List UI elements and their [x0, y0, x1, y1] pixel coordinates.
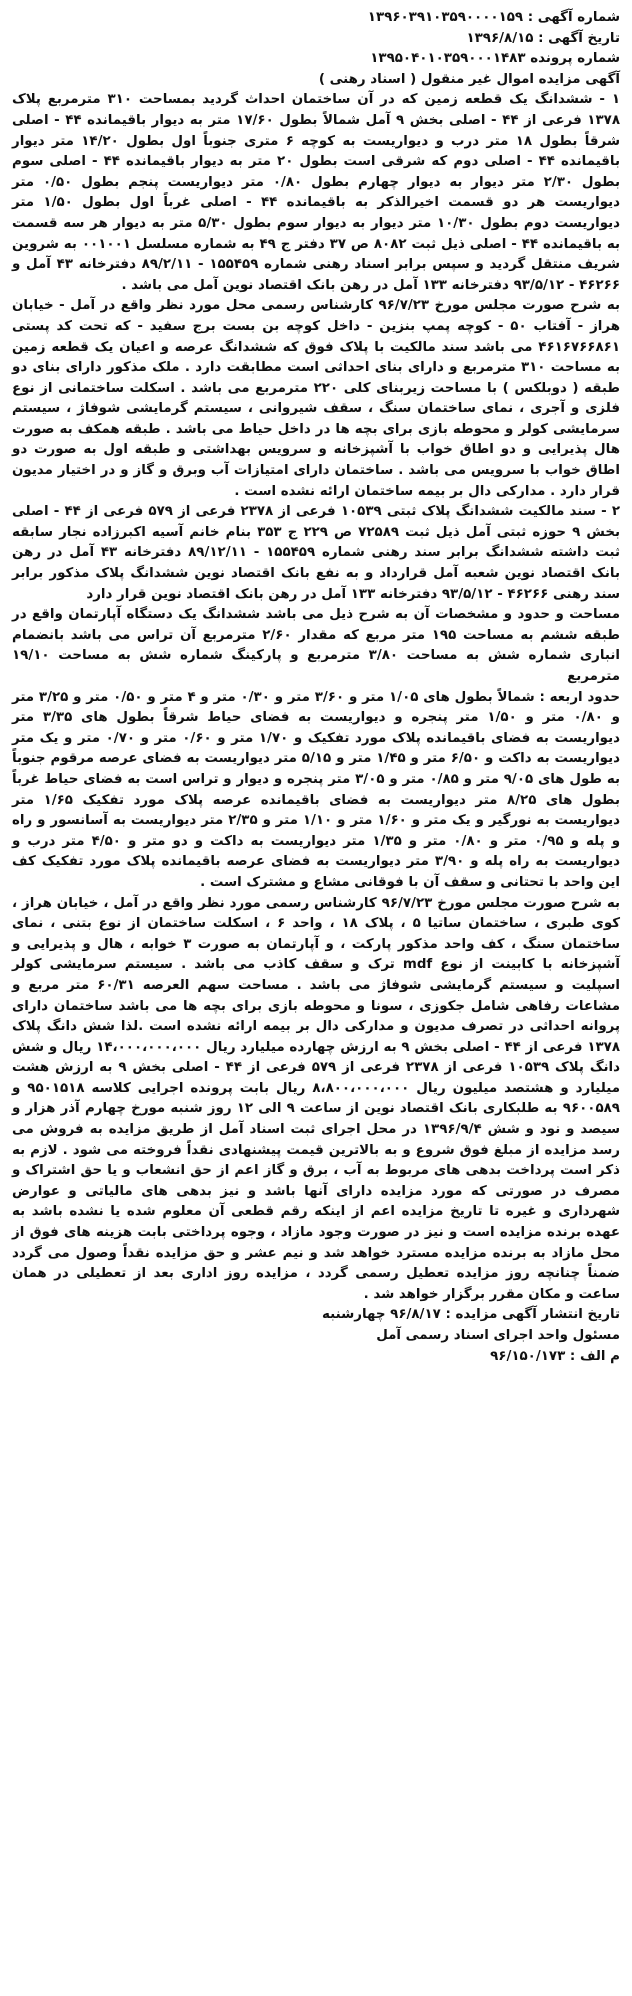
paragraph-property-2: ۲ - سند مالکیت ششدانگ پلاک ثبتی ۱۰۵۳۹ فرعی از ۲۳۷۸ فرعی از ۵۷۹ فرعی از ۴۴ - اصلی بخش ۹ حوزه ثبتی آمل ذیل ثبت ۷۲۵۸۹ ص ۲۲۹ ج ۳۵۳ بنام خانم آسیه اکبرزاده نجار سابقه ثبت داشته ششدانگ برابر سند رهنی شماره ۱۵۵۴۵۹ - ۸۹/۱۲/۱۱ دفترخانه ۴۳ آمل در رهن بانک اقتصاد نوین شعبه آمل قرارداد و به نفع بانک اقتصاد نوین ششدانگ پلاک مذکور برابر سند رهنی ۴۶۲۶۶ - ۹۳/۵/۱۲ دفترخانه ۱۳۳ آمل در رهن بانک اقتصاد نوین قرار دارد: [12, 504, 621, 602]
publish-date: تاریخ انتشار آگهی مزایده : ۹۶/۸/۱۷ چهارشنبه: [322, 1307, 620, 1323]
paragraph-expert-report-1: به شرح صورت مجلس مورخ ۹۶/۷/۲۳ کارشناس رسمی محل مورد نظر واقع در آمل - خیابان هراز - آفتاب ۵۰ - کوچه پمپ بنزین - داخل کوچه بن بست برج سفید - که تحت کد پستی ۴۶۱۶۷۶۶۸۶۱ می باشد سند مالکیت با پلاک فوق که ششدانگ عرصه و اعیان یک قطعه زمین به مساحت ۳۱۰ مترمربع و دارای بنای احداثی است مطابقت دارد . ملک مذکور دارای بنای دو طبقه ( دوبلکس ) با مساحت زیربنای کلی ۲۲۰ مترمربع می باشد . اسکلت ساختمانی از نوع فلزی و آجری ، نمای ساختمان سنگ ، سقف شیروانی ، سیستم گرمایشی شوفاژ ، سیستم سرمایشی کولر و محوطه بازی برای بچه ها در داخل حیاط می باشد . طبقه همکف به صورت هال پذیرایی و دو اطاق خواب با آشپزخانه و سرویس بهداشتی و طبقه اول به صورت دو اطاق خواب با سرویس می باشد . ساختمان دارای امتیازات آب وبرق و گاز و در اختیار مدیون قرار دارد . مدارکی دال بر بیمه ساختمان ارائه نشده است .: [12, 298, 621, 499]
file-number: شماره پرونده ۱۳۹۵۰۴۰۱۰۳۵۹۰۰۰۱۴۸۳: [370, 51, 620, 67]
ad-date: تاریخ آگهی : ۱۳۹۶/۸/۱۵: [466, 30, 620, 46]
notice-title: آگهی مزایده اموال غیر منقول ( اسناد رهنی ): [318, 71, 620, 87]
paragraph-property-1: ۱ - ششدانگ یک قطعه زمین که در آن ساختمان احداث گردید بمساحت ۳۱۰ مترمربع پلاک ۱۳۷۸ فرعی از ۴۴ - اصلی بخش ۹ آمل شمالاً بطول ۱۷/۶۰ متر به دیوار باقیمانده ۴۴ - اصلی شرقاً بطول ۱۸ متر درب و دیواریست به کوچه ۶ متری جنوباً اول بطول ۱۴/۲۰ متر دیوار باقیمانده ۴۴ - اصلی دوم که شرقی است بطول ۲۰ متر به دیوار باقیمانده ۴۴ - اصلی سوم بطول ۲/۳۰ متر دیوار به دیوار چهارم بطول ۰/۸۰ متر دیواریست پنجم بطول ۰/۵۰ متر دیواریست هر دو قسمت اخیرالذکر به باقیمانده ۴۴ - اصلی غرباً اول بطول ۱/۵۰ متر دیواریست دوم بطول ۱۰/۳۰ متر دیوار به دیوار سوم بطول ۵/۳۰ متر به دیوار هر سه قسمت به باقیمانده ۴۴ - اصلی ذیل ثبت ۸۰۸۲ ص ۳۷ دفتر ج ۴۹ به شماره مسلسل ۰۰۱۰۰۱ به شروین شریف منتقل گردید و سپس برابر اسناد رهنی شماره ۱۵۵۴۵۹ - ۸۹/۲/۱۱ دفترخانه ۴۳ آمل و ۴۶۲۶۶ - ۹۳/۵/۱۲ دفترخانه ۱۳۳ آمل در رهن بانک اقتصاد نوین آمل می باشد .: [12, 92, 621, 293]
paragraph-auction-terms: به شرح صورت مجلس مورخ ۹۶/۷/۲۳ کارشناس رسمی مورد نظر واقع در آمل ، خیابان هراز ، کوی طبری ، ساختمان ساتیا ۵ ، پلاک ۱۸ ، واحد ۶ ، اسکلت ساختمان از نوع بتنی ، نمای ساختمان سنگ ، کف واحد مذکور پارکت ، و آپارتمان به صورت ۳ خوابه ، هال و پذیرایی و آشپزخانه با کابینت از نوع mdf ترک و سقف کاذب می باشد . سیستم سرمایشی کولر اسپلیت و سیستم گرمایشی شوفاژ می باشد . مساحت سهم العرصه ۶۰/۳۱ متر مربع و مشاعات رفاهی شامل جکوزی ، سونا و محوطه بازی برای بچه ها می باشد ساختمان دارای پروانه احداثی در تصرف مدیون و مدارکی دال بر بیمه ارائه نشده است .لذا شش دانگ پلاک ۱۳۷۸ فرعی از ۴۴ - اصلی بخش ۹ به ارزش چهارده میلیارد ریال ۱۴،۰۰۰،۰۰۰،۰۰۰ ریال و شش دانگ پلاک ۱۰۵۳۹ فرعی از ۲۳۷۸ فرعی از ۵۷۹ فرعی از ۴۴ - اصلی بخش ۹ به ارزش هشت میلیارد و هشتصد میلیون ریال ۸،۸۰۰،۰۰۰،۰۰۰ ریال بابت پرونده اجرایی کلاسه ۹۵۰۱۵۱۸ و ۹۶۰۰۵۸۹ به طلبکاری بانک اقتصاد نوین از ساعت ۹ الی ۱۲ روز شنبه مورخ چهارم آذر هزار و سیصد و نود و شش ۱۳۹۶/۹/۴ در محل اجرای ثبت اسناد آمل از طریق مزایده به فروش می رسد مزایده از مبلغ فوق شروع و به بالاترین قیمت پیشنهادی نقداً فروخته می شود . لازم به ذکر است پرداخت بدهی های مربوط به آب ، برق و گاز اعم از حق انشعاب و یا حق اشتراک و مصرف در صورتی که مورد مزایده دارای آنها باشد و نیز بدهی های مالیاتی و عوارض شهرداری و غیره تا تاریخ مزایده اعم از اینکه رقم قطعی آن معلوم شده یا نشده باشد به عهده برنده مزایده است و نیز در صورت وجود مازاد ، وجوه پرداختی بابت هزینه های فوق از محل مازاد به برنده مزایده مسترد خواهد شد و نیم عشر و حق مزایده نقداً وصول می گردد ضمناً چنانچه روز مزایده تعطیل رسمی گردد ، مزایده روز اداری بعد از تعطیلی در همان ساعت و مکان مقرر برگزار خواهد شد .: [12, 895, 621, 1302]
notice-code: م الف : ۹۶/۱۵۰/۱۷۳: [490, 1348, 620, 1364]
ad-number: شماره آگهی : ۱۳۹۶۰۳۹۱۰۳۵۹۰۰۰۰۱۵۹: [367, 10, 620, 25]
paragraph-apartment-specs: مساحت و حدود و مشخصات آن به شرح ذیل می باشد ششدانگ یک دستگاه آپارتمان واقع در طبقه ششم به مساحت ۱۹۵ متر مربع که مقدار ۲/۶۰ مترمربع آن تراس می باشد بانضمام انباری شماره شش به مساحت ۳/۸۰ مترمربع و پارکینگ شماره شش به مساحت ۱۹/۱۰ مترمربع: [12, 607, 621, 684]
official-signature: مسئول واحد اجرای اسناد رسمی آمل: [376, 1328, 620, 1343]
paragraph-boundaries: حدود اربعه : شمالاً بطول های ۱/۰۵ متر و ۳/۶۰ متر و ۰/۳۰ متر و ۴ متر و ۰/۵۰ متر و ۳/۲۵ متر و ۰/۸۰ متر و ۱/۵۰ متر پنجره و دیواریست به فضای حیاط شرقاً بطول های ۳/۳۵ متر دیواریست به فضای باقیمانده پلاک مورد تفکیک و ۱/۷۰ متر و ۰/۶۰ متر و ۰/۷۰ متر و یک متر دیواریست به داکت و ۶/۵۰ متر و ۱/۴۵ متر و ۵/۱۵ متر دیواریست به فضای عرصه مرقوم جنوباً به طول های ۹/۰۵ متر و ۰/۸۵ متر و ۳/۰۵ متر پنجره و دیوار و تراس است به فضای حیاط غرباً بطول های ۸/۲۵ متر دیواریست به فضای باقیمانده عرصه پلاک مورد تفکیک ۱/۶۵ متر دیواریست به نورگیر و یک متر و ۱/۶۰ متر و ۱/۱۰ متر و ۲/۳۵ متر دیواریست به آسانسور و راه و پله و ۰/۹۵ متر و ۰/۸۰ متر و ۱/۳۵ متر دیواریست به داکت و دو متر و ۴/۵۰ متر درب و دیواریست به راه پله و ۳/۹۰ متر دیواریست به فضای عرصه باقیمانده پلاک مورد تفکیک کف این واحد با تحتانی و سقف آن با فوقانی مشاع و مشترک است .: [12, 689, 621, 890]
